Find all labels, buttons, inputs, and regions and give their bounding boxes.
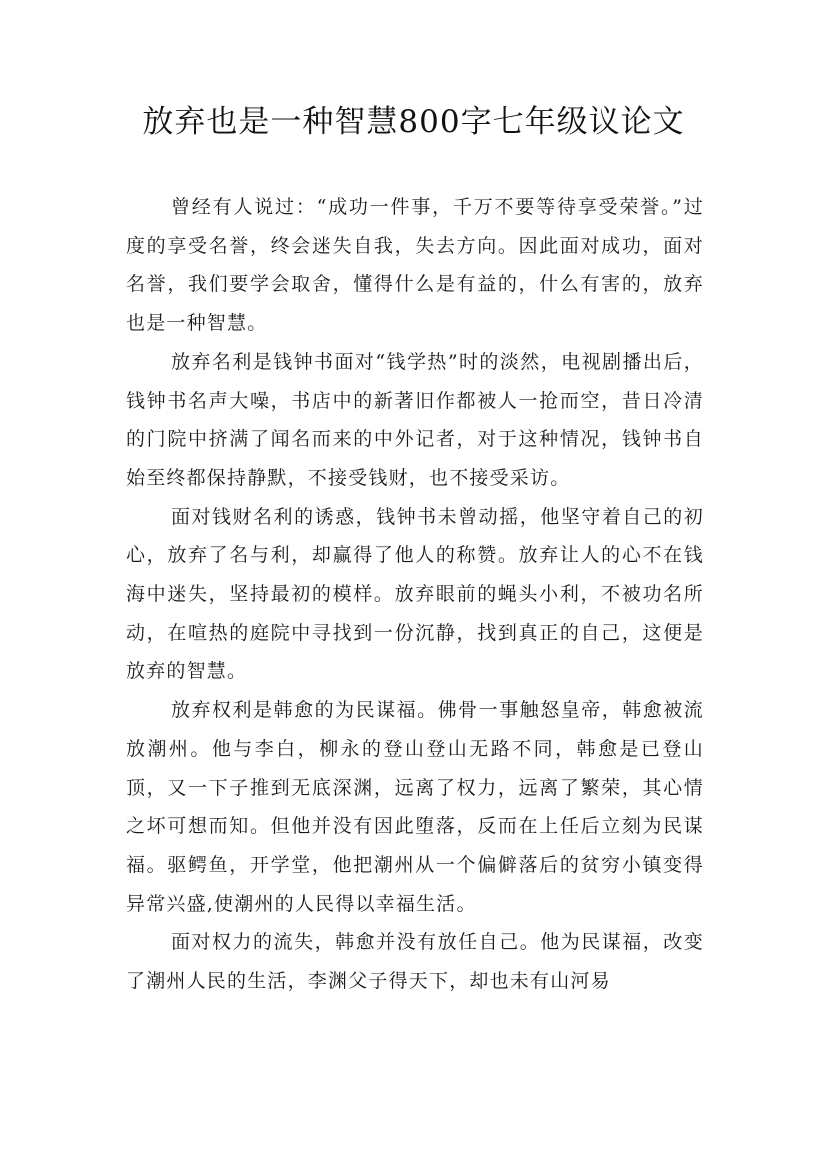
paragraph-2: 放弃名利是钱钟书面对“钱学热”时的淡然，电视剧播出后，钱钟书名声大噪，书店中的新著旧作都被人一抢而空，昔日冷清的门院中挤满了闻名而来的中外记者，对于这种情况，钱钟书自始至终都保持静默，不接受钱财，也不接受采访。 xyxy=(126,350,704,489)
document-title: 放弃也是一种智慧800字七年级议论文 xyxy=(142,104,685,140)
document-body xyxy=(126,188,704,1001)
paragraph-4: 放弃权利是韩愈的为民谋福。佛骨一事触怒皇帝，韩愈被流放潮州。他与李白，柳永的登山登山无路不同，韩愈是已登山顶，又一下子推到无底深渊，远离了权力，远离了繁荣，其心情之坏可想而知。但他并没有因此堕落，反而在上任后立刻为民谋福。驱鳄鱼，开学堂，他把潮州从一个偏僻落后的贫穷小镇变得异常兴盛,使潮州的人民得以幸福生活。 xyxy=(126,699,704,915)
paragraph-3: 面对钱财名利的诱惑，钱钟书未曾动摇，他坚守着自己的初心，放弃了名与利，却赢得了他人的称赞。放弃让人的心不在钱海中迷失，坚持最初的模样。放弃眼前的蝇头小利，不被功名所动，在喧热的庭院中寻找到一份沉静，找到真正的自己，这便是放弃的智慧。 xyxy=(126,505,704,683)
paragraph-1: 曾经有人说过：“成功一件事，千万不要等待享受荣誉。”过度的享受名誉，终会迷失自我，失去方向。因此面对成功，面对名誉，我们要学会取舍，懂得什么是有益的，什么有害的，放弃也是一种智慧。 xyxy=(126,196,704,335)
paragraph-5: 面对权力的流失，韩愈并没有放任自己。他为民谋福，改变了潮州人民的生活，李渊父子得天下，却也未有山河易 xyxy=(126,931,704,993)
